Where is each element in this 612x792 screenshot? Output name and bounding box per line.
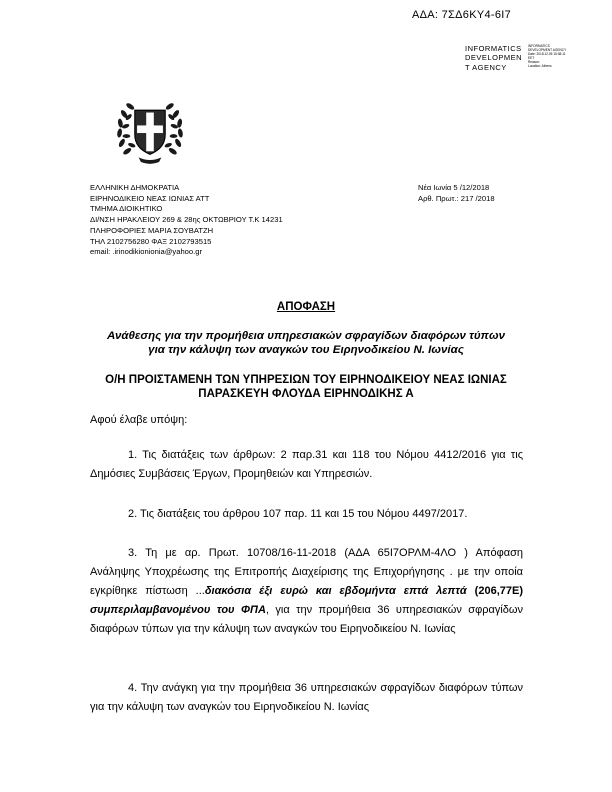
sender-line: ΤΗΛ 2102756280 ΦΑΞ 2102793515 <box>90 236 212 246</box>
fine-print-line: Reason: <box>528 60 540 65</box>
authority-line: Ο/Η ΠΡΟΙΣΤΑΜΕΝΗ ΤΩΝ ΥΠΗΡΕΣΙΩΝ ΤΟΥ ΕΙΡΗΝΟΔΙΚΕΙΟΥ ΝΕΑΣ ΙΩΝΙΑΣ <box>105 374 507 386</box>
amount-figure: (206,77Ε) <box>474 585 523 597</box>
sender-line: ΤΜΗΜΑ ΔΙΟΙΚΗΤΙΚΟ <box>90 204 163 214</box>
sender-line: ΔΙ/ΝΣΗ ΗΡΑΚΛΕΙΟΥ 269 & 28ης ΟΚΤΩΒΡΙΟΥ Τ.Κ 14231 <box>90 215 283 225</box>
clause-4 <box>90 679 523 717</box>
agency-line: T AGENCY <box>465 62 507 72</box>
date-line: Νέα Ιωνία 5 /12/2018 <box>418 183 490 192</box>
signature-agency-label <box>465 44 527 72</box>
fine-print-line: INFORMATICS <box>528 44 550 48</box>
sender-email: email: .irinodikionionia@yahoo.gr <box>90 247 202 257</box>
document-title: ΑΠΟΦΑΣΗ <box>276 301 336 313</box>
clause-2-text: 2. Τις διατάξεις του άρθρου 107 παρ. 11 και 15 του Νόμου 4497/2017. <box>128 508 468 520</box>
clause-3 <box>90 544 523 639</box>
clause-1-text: 1. Τις διατάξεις των άρθρων: 2 παρ.31 και 118 του Νόμου 4412/2016 για τις Δημόσιες Συμβάσεις Έργων, Προμηθειών και Υπηρεσιών. <box>90 449 523 480</box>
intro-text: Αφού έλαβε υπόψη: <box>90 414 188 426</box>
sender-block <box>90 183 350 258</box>
sender-line: ΠΛΗΡΟΦΟΡΙΕΣ ΜΑΡΙΑ ΣΟΥΒΑΤΖΗ <box>90 225 214 235</box>
clause-1 <box>90 446 523 484</box>
clause-3-rest: , για την προμήθεια 36 υπηρεσιακών σφραγίδων διαφόρων τύπων για την κάλυψη των αναγκών του Ειρηνοδικείου Ν. Ιωνίας <box>90 604 523 635</box>
clause-2 <box>90 505 523 524</box>
amount-words: διακόσια έξι ευρώ και εβδομήντα επτά λεπτά <box>204 585 467 597</box>
agency-line: DEVELOPMEN <box>465 53 523 63</box>
clause-4-text: 4. Την ανάγκη για την προμήθεια 36 υπηρεσιακών σφραγίδων διαφόρων τύπων για την κάλυψη των αναγκών του Ειρηνοδικείου Ν. Ιωνίας <box>90 682 523 713</box>
fine-print-line: EET <box>528 56 535 61</box>
protocol-number: Αρθ. Πρωτ.: 217 /2018 <box>418 193 495 203</box>
date-protocol-block <box>418 183 495 204</box>
sender-line: ΕΙΡΗΝΟΔΙΚΕΙΟ ΝΕΑΣ ΙΩΝΙΑΣ ΑΤΤ <box>90 193 210 203</box>
clause-3-text: 3. Τη με αρ. Πρωτ. 10708/16-11-2018 (ΑΔΑ 65Ι7ΟΡΛΜ-4ΛΟ ) Απόφαση Ανάληψης Υποχρέωσης της Επιτροπής Διαχείρισης της Επιχορήγησης . με την οποία εγκρίθηκε πίστωση ... <box>90 547 523 597</box>
fine-print-line: DEVELOPMENT AGENCY <box>528 48 567 53</box>
sender-line: ΕΛΛΗΝΙΚΗ ΔΗΜΟΚΡΑΤΙΑ <box>90 183 180 192</box>
subject-block <box>100 329 512 357</box>
fine-print-line: Location: Athens <box>528 64 552 69</box>
ada-code: ΑΔΑ: 7ΣΔ6ΚΥ4-6Ι7 <box>412 9 512 21</box>
authority-line: ΠΑΡΑΣΚΕΥΗ ΦΛΟΥΔΑ ΕΙΡΗΝΟΔΙΚΗΣ Α <box>198 388 414 400</box>
authority-block <box>100 373 512 401</box>
vat-note: συμπεριλαμβανομένου του ΦΠΑ <box>90 604 266 616</box>
subject-line: για την κάλυψη των αναγκών του Ειρηνοδικείου Ν. Ιωνίας <box>148 344 464 356</box>
agency-line: INFORMATICS <box>465 44 522 53</box>
greek-coat-of-arms-icon <box>112 92 188 168</box>
fine-print-line: Date: 2018.12.05 15:38:11 <box>528 52 566 57</box>
signature-fine-print <box>528 44 588 69</box>
subject-line: Ανάθεσης για την προμήθεια υπηρεσιακών σφραγίδων διαφόρων τύπων <box>107 330 505 342</box>
